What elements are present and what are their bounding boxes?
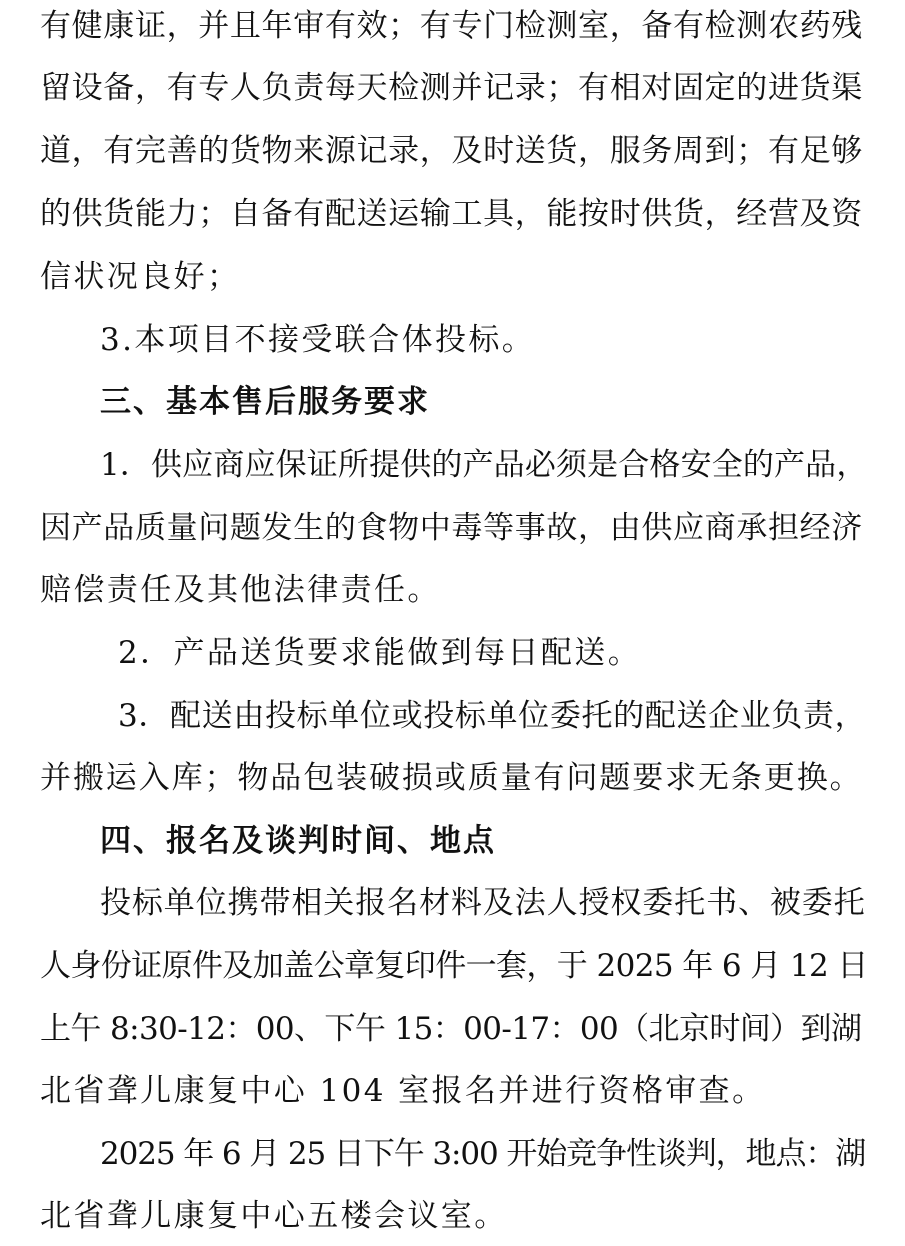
section3-item1-line-1: 1．供应商应保证所提供的产品必须是合格安全的产品， [100,447,868,483]
section3-item3-line-2: 并搬运入库；物品包装破损或质量有问题要求无条更换。 [40,760,863,796]
section3-item1-line-3: 赔偿责任及其他法律责任。 [40,572,441,608]
section3-heading: 三、基本售后服务要求 [100,384,430,420]
qualification-line-3: 道，有完善的货物来源记录，及时送货，服务周到；有足够 [40,133,863,169]
qualification-line-2: 留设备，有专人负责每天检测并记录；有相对固定的进货渠 [40,70,863,106]
section4-heading: 四、报名及谈判时间、地点 [100,823,496,859]
qualification-line-4: 的供货能力；自备有配送运输工具，能按时供货，经营及资 [40,196,863,232]
section3-item2: 2．产品送货要求能做到每日配送。 [118,635,642,671]
section3-item1-line-2: 因产品质量问题发生的食物中毒等事故，由供应商承担经济 [40,510,863,546]
negotiation-line-2: 北省聋儿康复中心五楼会议室。 [40,1198,508,1234]
section3-item3-line-1: 3．配送由投标单位或投标单位委托的配送企业负责， [118,698,867,734]
qualification-line-5: 信状况良好； [40,259,241,295]
qualification-line-1: 有健康证，并且年审有效；有专门检测室，备有检测农药残 [40,8,863,44]
registration-line-1: 投标单位携带相关报名材料及法人授权委托书、被委托 [100,885,866,921]
negotiation-line-1: 2025 年 6 月 25 日下午 3:00 开始竞争性谈判，地点：湖 [100,1136,866,1172]
registration-line-4: 北省聋儿康复中心 104 室报名并进行资格审查。 [40,1073,766,1109]
registration-line-2: 人身份证原件及加盖公章复印件一套，于 2025 年 6 月 12 日 [40,948,868,984]
consortium-item: 3.本项目不接受联合体投标。 [100,322,536,358]
registration-line-3: 上午 8:30-12：00、下午 15：00-17：00（北京时间）到湖 [40,1011,862,1047]
